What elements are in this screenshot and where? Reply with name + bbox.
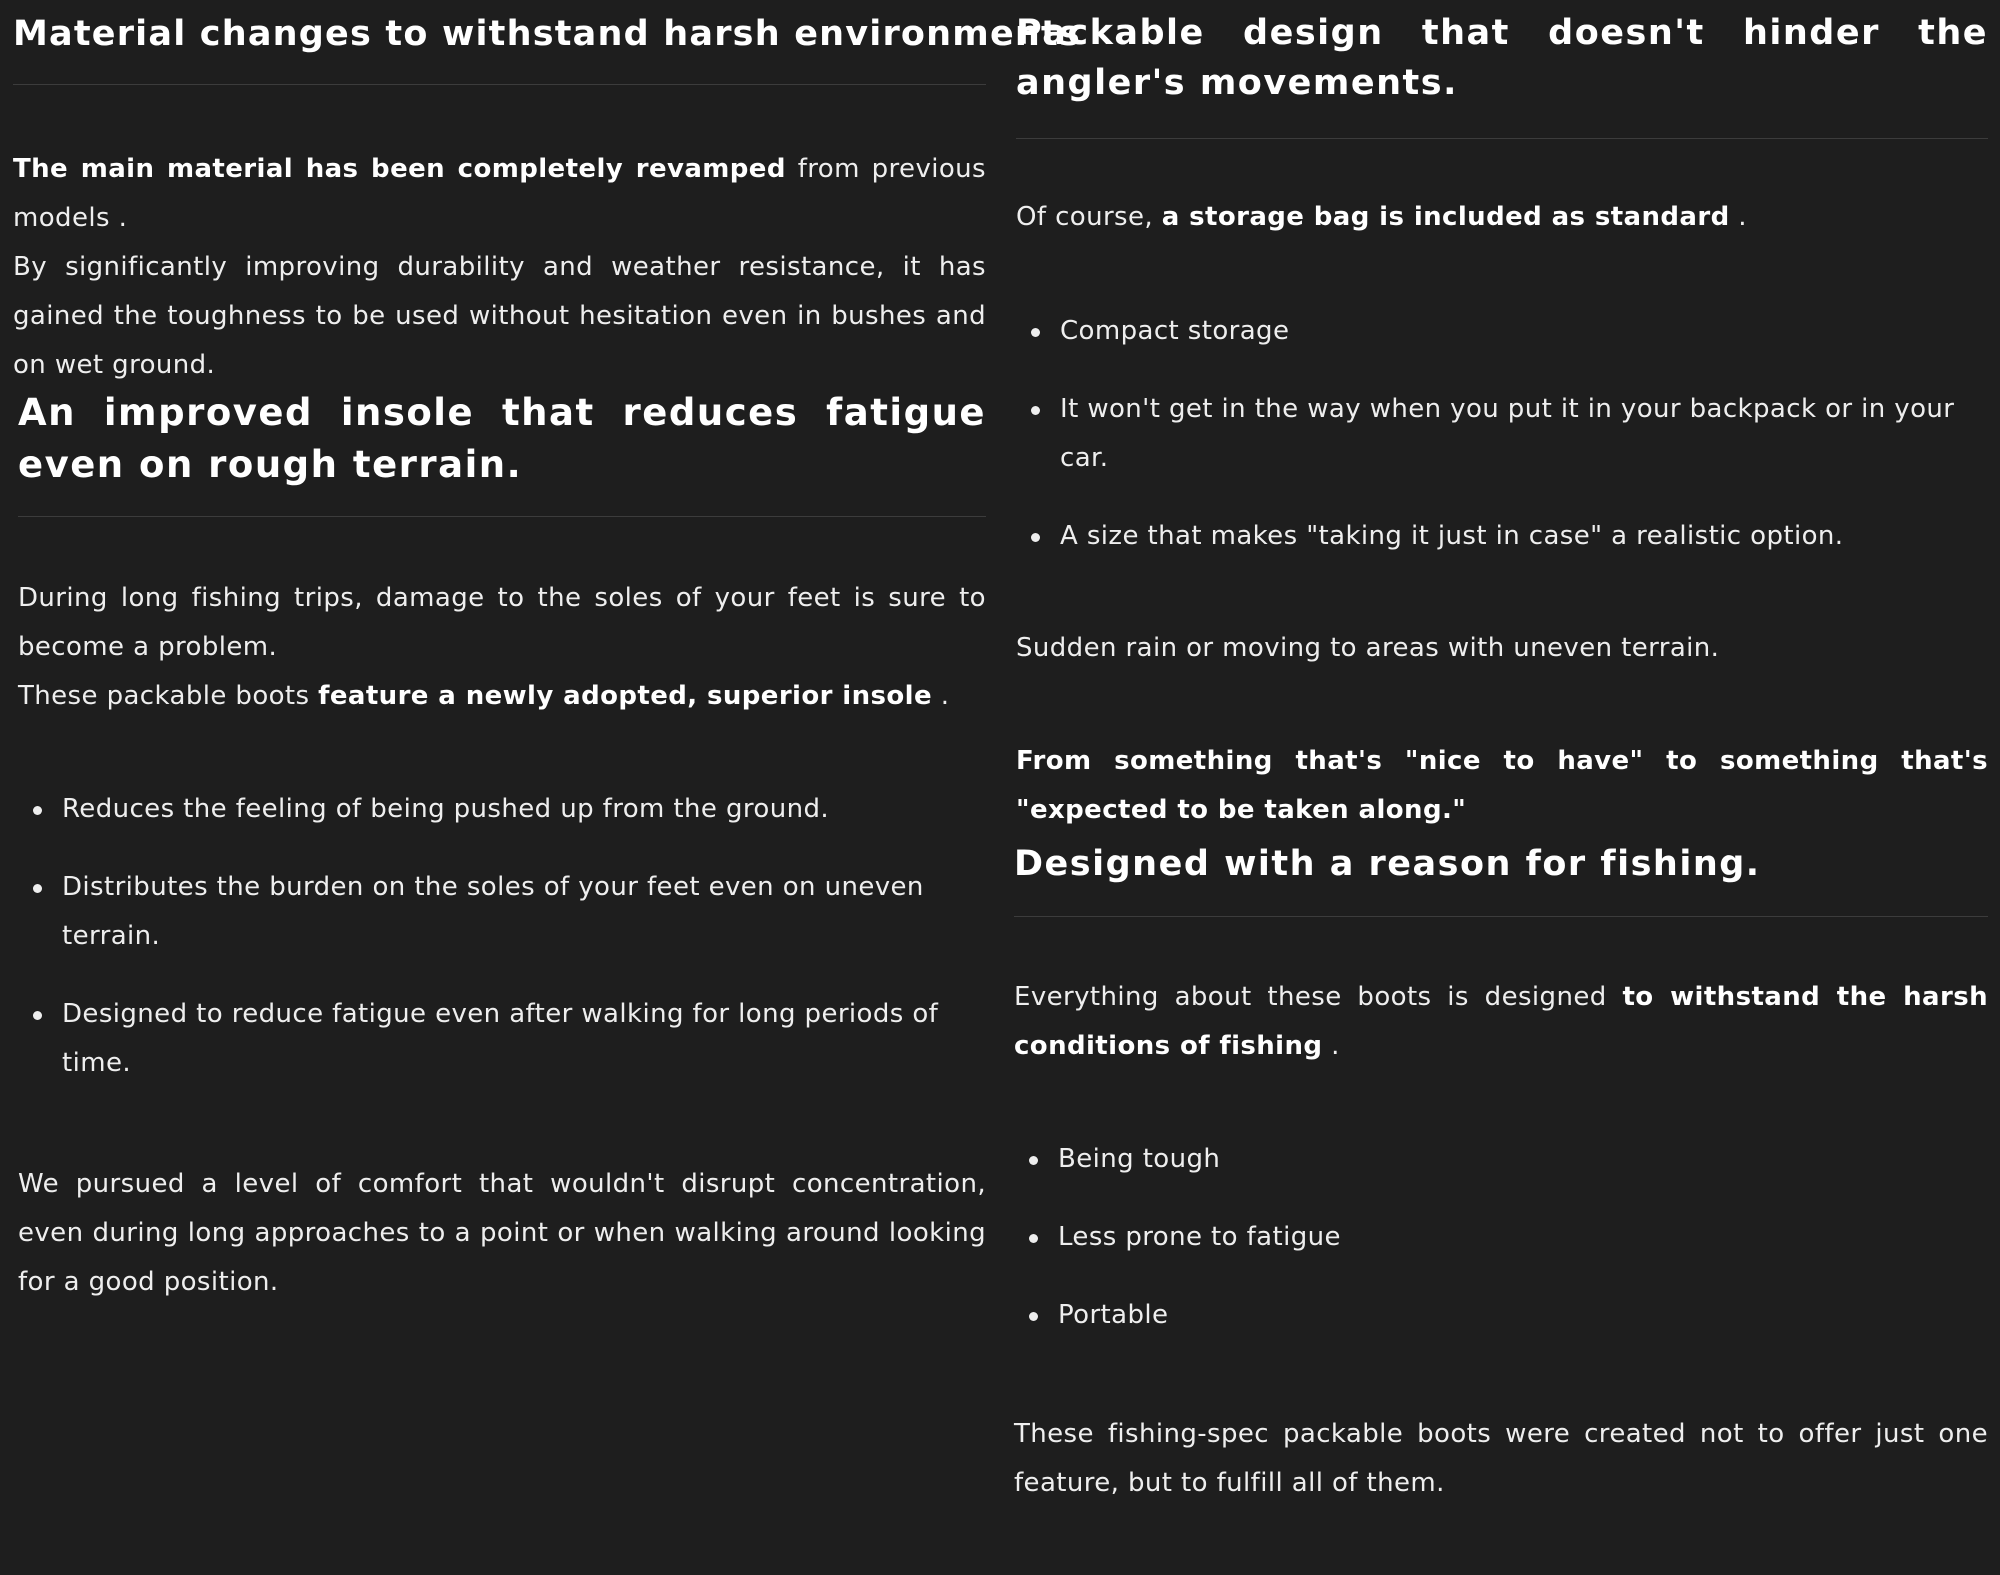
list-item: A size that makes "taking it just in case" a realistic option. <box>1060 512 2000 561</box>
insole-heading: An improved insole that reduces fatigue even on rough terrain. <box>18 391 986 486</box>
packable-paragraph-3-bold: From something that's "nice to have" to something that's "expected to be taken along." <box>1016 746 1988 825</box>
designed-paragraph-1-prefix: Everything about these boots is designed <box>1014 982 1607 1012</box>
packable-paragraph-2: Sudden rain or moving to areas with uneven terrain. <box>1016 633 1720 663</box>
insole-paragraph-1: During long fishing trips, damage to the soles of your feet is sure to become a problem. <box>18 583 986 662</box>
designed-paragraph-1 <box>1014 973 1988 1071</box>
list-item: It won't get in the way when you put it in your backpack or in your car. <box>1060 385 2000 483</box>
packable-paragraph-1 <box>1016 193 1988 242</box>
list-item: Reduces the feeling of being pushed up from the ground. <box>62 785 962 834</box>
packable-paragraph-1-suffix: . <box>1738 202 1747 232</box>
material-paragraph-2: By significantly improving durability and weather resistance, it has gained the toughness to be used without hesitation even in bushes and on wet ground. <box>13 252 986 380</box>
designed-section <box>1014 839 1988 1508</box>
insole-paragraph-2-suffix: . <box>940 681 950 711</box>
list-item: Being tough <box>1058 1135 1988 1184</box>
right-column <box>1016 0 1988 1508</box>
designed-closing-paragraph: These fishing-spec packable boots were created not to offer just one feature, but to fulfill all of them. <box>1014 1419 1988 1498</box>
packable-heading: Packable design that doesn't hinder the angler's movements. <box>1016 13 1988 103</box>
material-paragraph-1-rest: from previous models . <box>13 154 986 233</box>
left-column <box>13 0 1081 1307</box>
designed-heading: Designed with a reason for fishing. <box>1014 844 1761 884</box>
packable-section <box>1016 0 1988 835</box>
insole-paragraph-2 <box>18 672 986 721</box>
material-section <box>13 0 1081 390</box>
designed-paragraph-1-bold: to withstand the harsh conditions of fishing <box>1014 982 1988 1061</box>
list-item: Distributes the burden on the soles of your feet even on uneven terrain. <box>62 863 962 961</box>
designed-divider <box>1014 916 1988 917</box>
list-item: Compact storage <box>1060 307 2000 356</box>
list-item: Less prone to fatigue <box>1058 1213 1988 1262</box>
packable-paragraph-1-bold: a storage bag is included as standard <box>1161 202 1730 232</box>
insole-paragraph-2-bold: feature a newly adopted, superior insole <box>318 681 933 711</box>
insole-paragraph-2-prefix: These packable boots <box>18 681 310 711</box>
material-heading: Material changes to withstand harsh environments <box>13 14 1081 54</box>
packable-paragraph-1-prefix: Of course, <box>1016 202 1154 232</box>
designed-qualities-list <box>1014 1135 1988 1340</box>
list-item: Portable <box>1058 1291 1988 1340</box>
insole-closing-paragraph: We pursued a level of comfort that wouldn't disrupt concentration, even during long approaches to a point or when walking around looking for a good position. <box>18 1169 986 1297</box>
list-item: Designed to reduce fatigue even after walking for long periods of time. <box>62 990 962 1088</box>
insole-section <box>18 387 986 1307</box>
insole-benefits-list <box>18 785 962 1088</box>
packable-benefits-list <box>1016 307 2000 561</box>
packable-divider <box>1016 138 1988 139</box>
material-paragraph-1-bold: The main material has been completely revamped <box>13 154 786 184</box>
designed-paragraph-1-suffix: . <box>1331 1031 1340 1061</box>
packable-paragraph-3 <box>1016 737 1988 835</box>
material-paragraph-1 <box>13 145 986 243</box>
